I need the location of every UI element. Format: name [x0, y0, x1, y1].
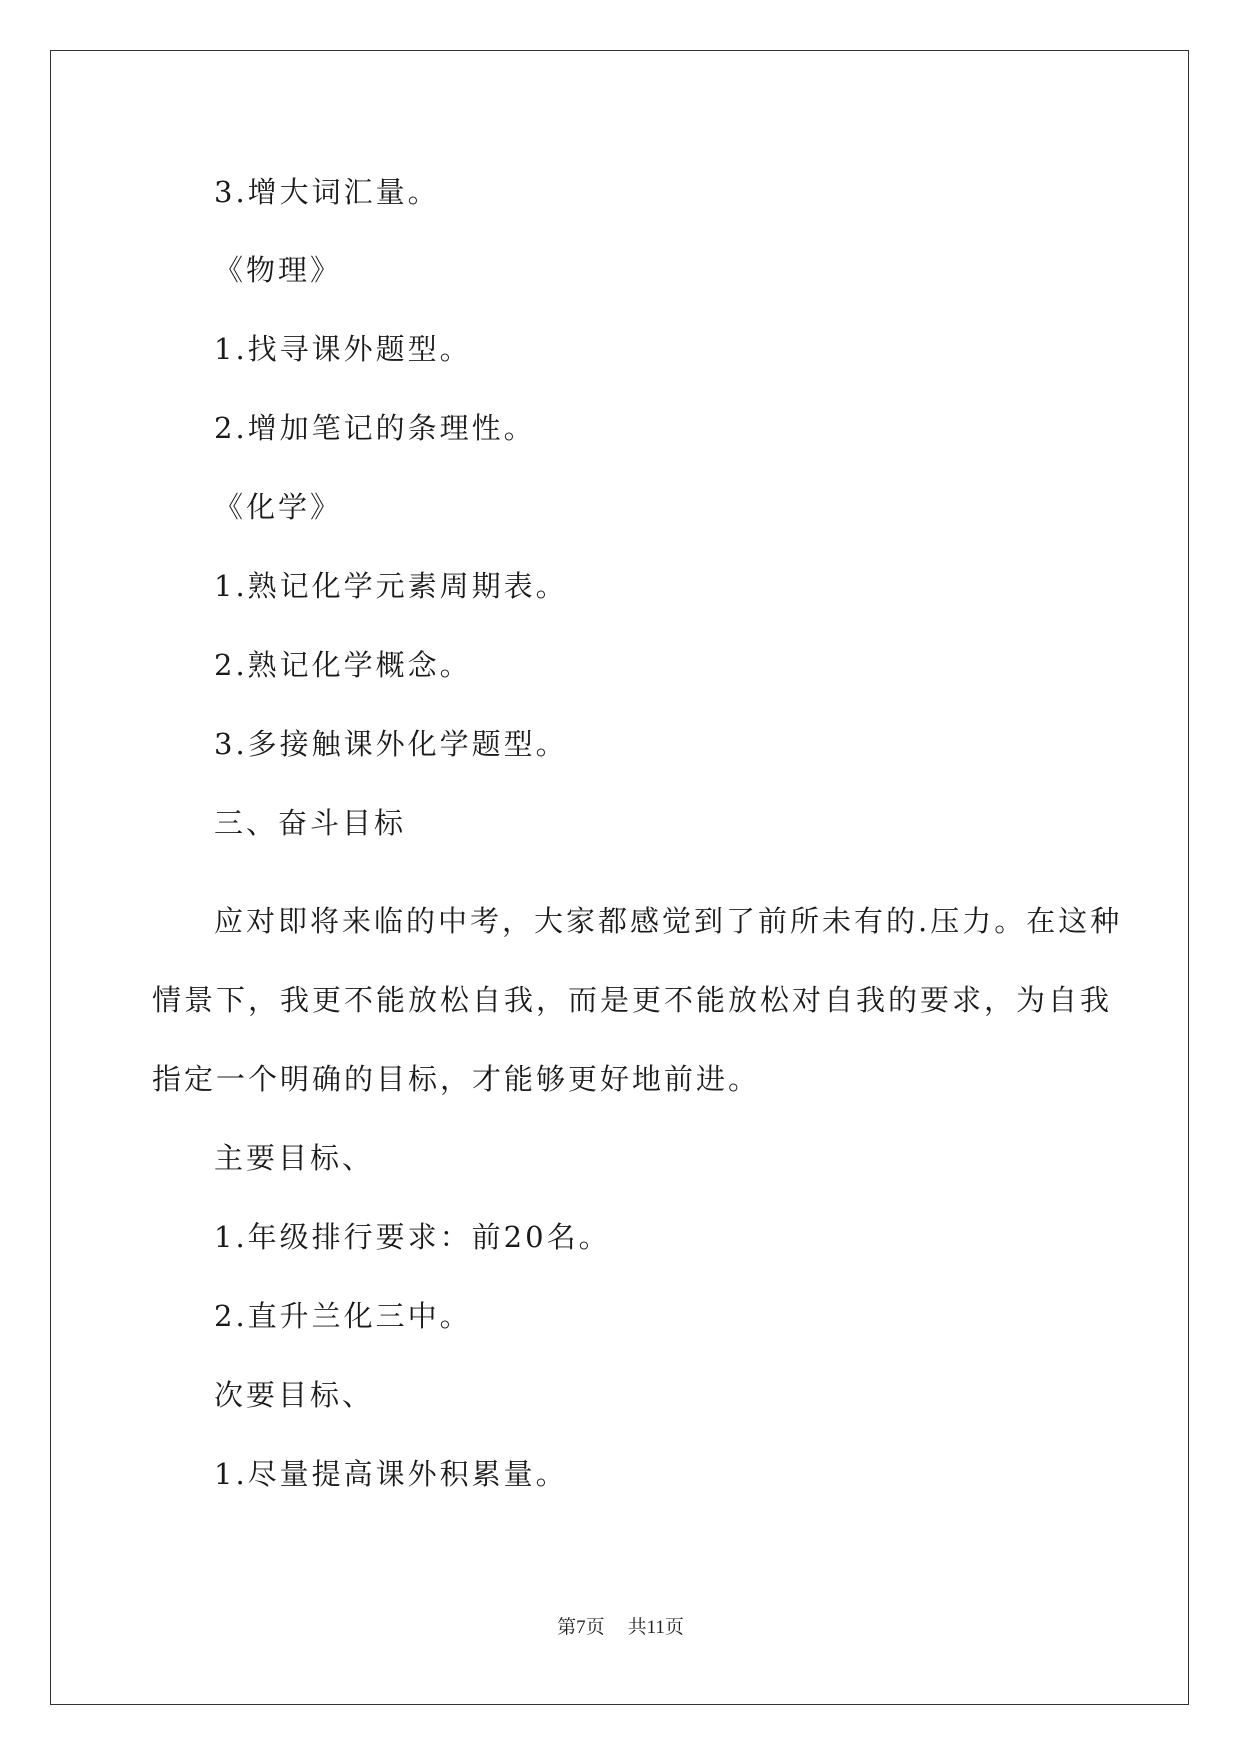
subheading-secondary-goals: 次要目标、 — [214, 1378, 375, 1412]
text-line: 1.尽量提高课外积累量。 — [214, 1457, 568, 1491]
section-heading-physics: 《物理》 — [214, 253, 343, 287]
text-line: 1.年级排行要求：前20名。 — [214, 1220, 611, 1254]
paragraph-line: 情景下，我更不能放松自我，而是更不能放松对自我的要求，为自我 — [152, 983, 1113, 1017]
text-line: 3.增大词汇量。 — [214, 175, 440, 209]
section-heading-chemistry: 《化学》 — [214, 490, 343, 524]
text-line: 1.熟记化学元素周期表。 — [214, 569, 568, 603]
text-line: 1.找寻课外题型。 — [214, 332, 472, 366]
paragraph-line: 指定一个明确的目标，才能够更好地前进。 — [152, 1062, 761, 1096]
page-number: 第7页 — [557, 1617, 605, 1638]
section-heading-goals: 三、奋斗目标 — [214, 806, 407, 840]
paragraph-line: 应对即将来临的中考，大家都感觉到了前所未有的.压力。在这种 — [214, 904, 1123, 938]
text-line: 2.直升兰化三中。 — [214, 1299, 472, 1333]
text-line: 2.熟记化学概念。 — [214, 648, 472, 682]
page-footer — [0, 1615, 1241, 1641]
text-line: 2.增加笔记的条理性。 — [214, 411, 536, 445]
text-line: 3.多接触课外化学题型。 — [214, 727, 568, 761]
subheading-main-goals: 主要目标、 — [214, 1141, 375, 1175]
page-total: 共11页 — [627, 1617, 684, 1638]
